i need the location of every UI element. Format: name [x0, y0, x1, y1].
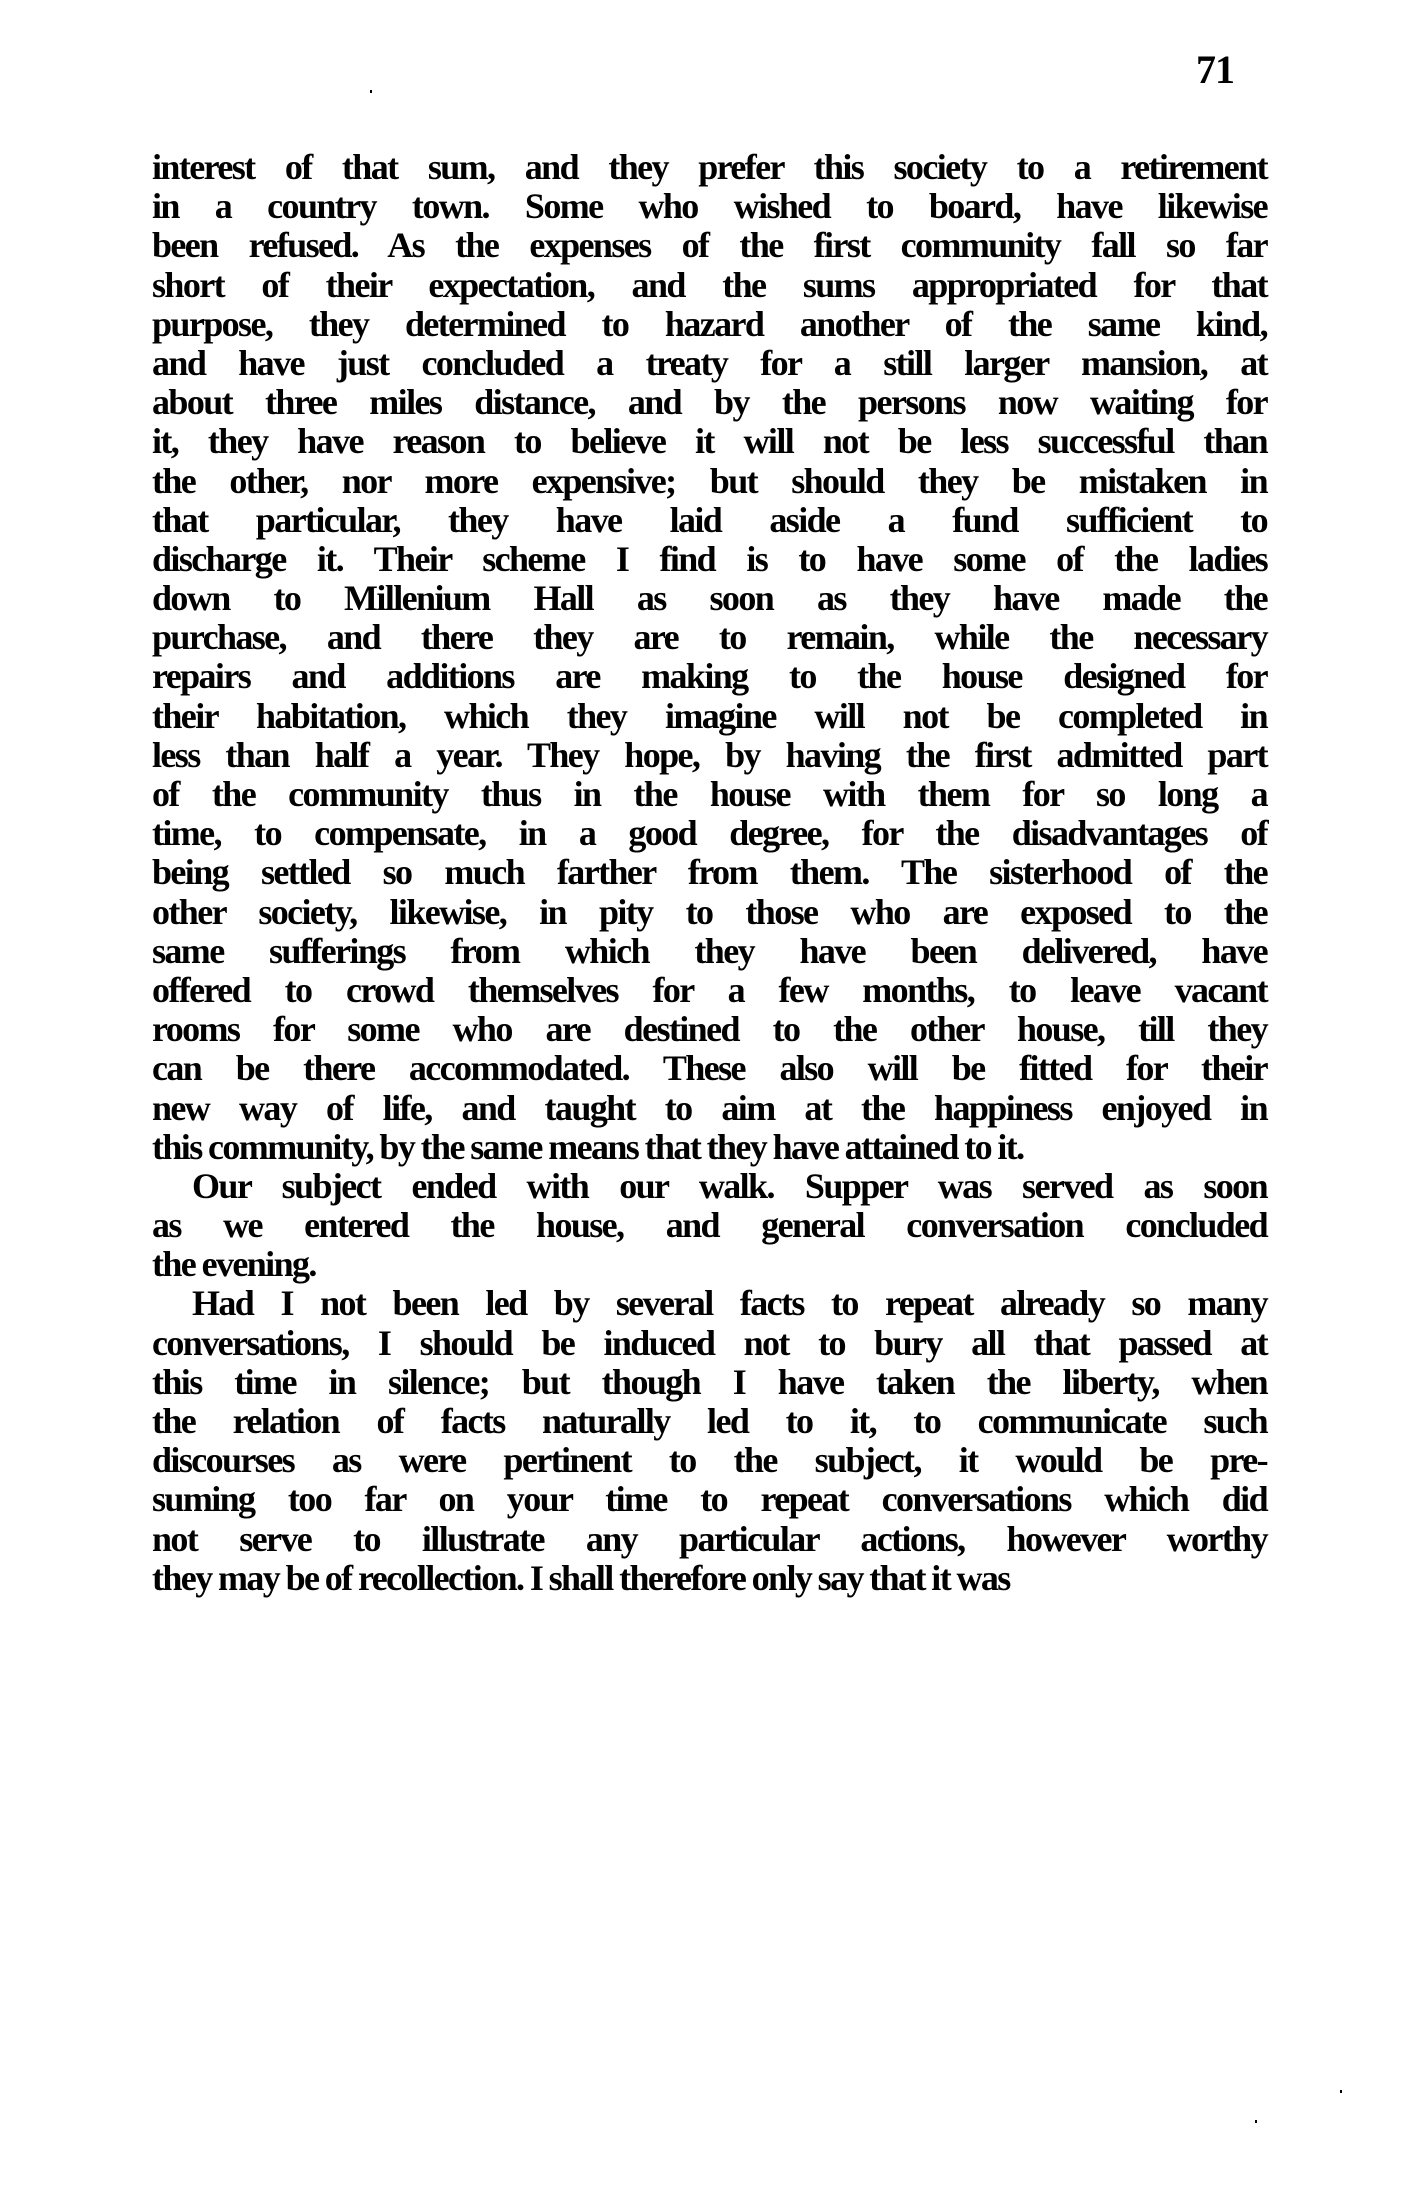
scan-speck — [1255, 2120, 1257, 2123]
text-line: discourses as were pertinent to the subject, it would be pre- — [152, 1440, 1267, 1481]
text-line: down to Millenium Hall as soon as they have made the — [152, 578, 1267, 619]
text-line: the relation of facts naturally led to it, to communicate such — [152, 1401, 1267, 1441]
text-line: conversations, I should be induced not to bury all that passed at — [152, 1322, 1267, 1363]
text-line: it, they have reason to believe it will not be less successful than — [152, 421, 1267, 462]
text-line: suming too far on your time to repeat conversations which did — [152, 1479, 1267, 1520]
text-line: rooms for some who are destined to the other house, till they — [152, 1009, 1267, 1050]
text-line: short of their expectation, and the sums appropriated for that — [152, 264, 1267, 305]
text-line: in a country town. Some who wished to board, have likewise — [152, 186, 1267, 227]
text-line: less than half a year. They hope, by having the first admitted part — [152, 734, 1267, 775]
text-line: can be there accommodated. These also will be fitted for their — [152, 1048, 1267, 1089]
text-line: new way of life, and taught to aim at the happiness enjoyed in — [152, 1087, 1267, 1128]
text-line: as we entered the house, and general conversation concluded — [152, 1205, 1267, 1246]
paragraph — [152, 148, 1267, 1167]
page-number: 71 — [1196, 47, 1234, 92]
scan-speck — [370, 90, 372, 93]
body-text — [152, 148, 1267, 1598]
text-line: and have just concluded a treaty for a still larger mansion, at — [152, 342, 1267, 383]
text-line: being settled so much farther from them. The sisterhood of the — [152, 852, 1267, 893]
text-line: their habitation, which they imagine will not be completed in — [152, 695, 1267, 736]
text-line: about three miles distance, and by the persons now waiting for — [152, 382, 1267, 423]
text-line: discharge it. Their scheme I find is to have some of the ladies — [152, 538, 1267, 579]
text-line: same sufferings from which they have been delivered, have — [152, 930, 1267, 971]
text-line: purchase, and there they are to remain, while the necessary — [152, 617, 1267, 658]
paragraph — [152, 1284, 1267, 1598]
text-line: purpose, they determined to hazard another of the same kind, — [152, 303, 1267, 344]
text-line: of the community thus in the house with them for so long a — [152, 774, 1267, 814]
text-line: offered to crowd themselves for a few months, to leave vacant — [152, 969, 1267, 1010]
text-line: time, to compensate, in a good degree, for the disadvantages of — [152, 813, 1267, 854]
paragraph — [152, 1167, 1267, 1285]
text-line: other society, likewise, in pity to those who are exposed to the — [152, 891, 1267, 932]
scan-speck — [1340, 2090, 1342, 2093]
text-line: not serve to illustrate any particular actions, however worthy — [152, 1518, 1267, 1559]
text-line: the evening. — [152, 1244, 316, 1285]
text-line: this time in silence; but though I have taken the liberty, when — [152, 1361, 1267, 1402]
text-line: interest of that sum, and they prefer this society to a retirement — [152, 147, 1267, 187]
text-line: that particular, they have laid aside a fund sufficient to — [152, 499, 1267, 540]
text-line: the other, nor more expensive; but should they be mistaken in — [152, 460, 1267, 501]
text-line: been refused. As the expenses of the first community fall so far — [152, 225, 1267, 266]
text-line: Had I not been led by several facts to repeat already so many — [192, 1283, 1267, 1324]
text-line: they may be of recollection. I shall therefore only say that it was — [152, 1557, 1010, 1598]
text-line: Our subject ended with our walk. Supper was served as soon — [192, 1165, 1267, 1206]
text-line: this community, by the same means that they have attained to it. — [152, 1126, 1024, 1167]
text-line: repairs and additions are making to the house designed for — [152, 656, 1267, 697]
